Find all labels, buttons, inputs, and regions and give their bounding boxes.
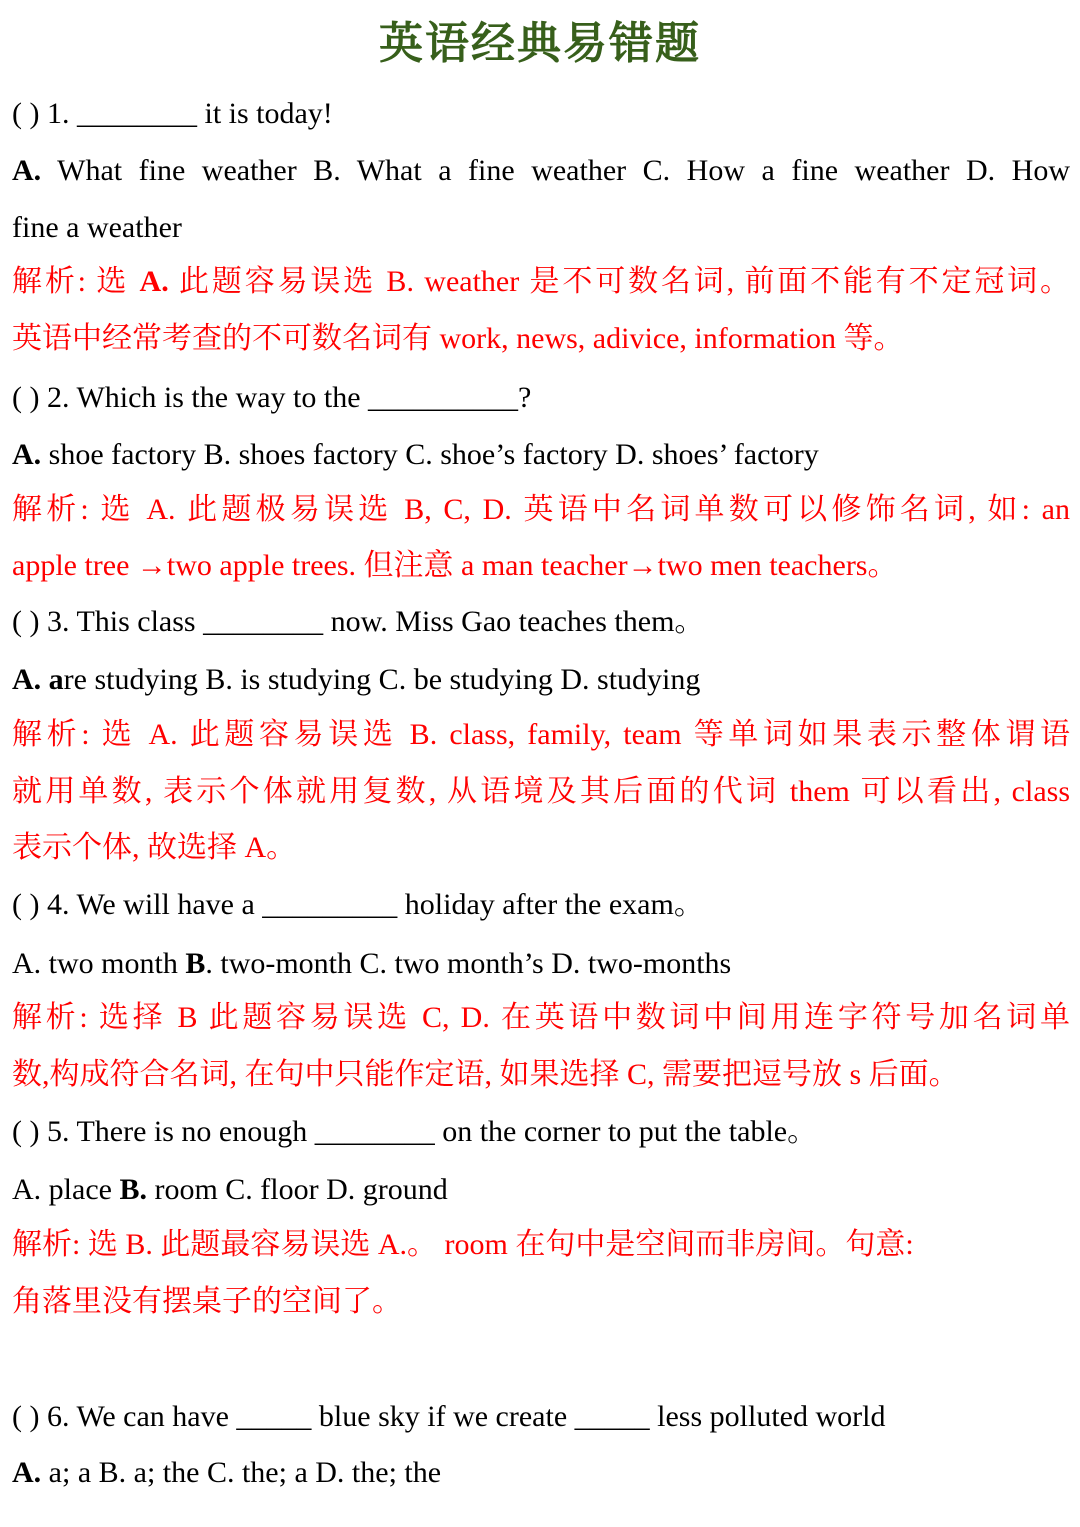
question-6-options: [12, 1449, 1070, 1497]
page-title: 英语经典易错题: [379, 18, 701, 69]
question-5-options: [12, 1166, 1070, 1214]
question-2-analysis: 解析: 选 A. 此题极易误选 B, C, D. 英语中名词单数可以修饰名词, 如: an: [12, 493, 1070, 526]
option-label: A. a: [12, 663, 64, 696]
question-4-options: [12, 940, 1070, 988]
options-text: What fine weather B. What a fine weather C. How a fine weather D. How: [41, 154, 1070, 187]
question-1-analysis: [12, 258, 1070, 306]
question-3-analysis-end: 表示个体, 故选择 A。: [12, 831, 297, 864]
question-6: ( ) 6. We can have _____ blue sky if we create _____ less polluted world: [12, 1400, 886, 1433]
options-text: A. place: [12, 1173, 120, 1206]
options-text-rest: . two-month C. two month’s D. two-months: [205, 947, 732, 980]
question-5-analysis: 解析: 选 B. 此题最容易误选 A.。 room 在句中是空间而非房间。句意:: [12, 1228, 914, 1261]
answer-bold: A.: [139, 265, 169, 298]
question-4-analysis-cont: 数,构成符合名词, 在句中只能作定语, 如果选择 C, 需要把逗号放 s 后面。: [12, 1058, 959, 1091]
option-label: A.: [12, 1456, 42, 1489]
question-3: ( ) 3. This class ________ now. Miss Gao teaches them。: [12, 605, 705, 638]
option-label: A.: [12, 438, 42, 471]
question-2-options: [12, 431, 1070, 479]
question-1-analysis-cont: 英语中经常考查的不可数名词有 work, news, adivice, information 等。: [12, 322, 904, 355]
options-text: a; a B. a; the C. the; a D. the; the: [41, 1456, 442, 1489]
question-2-analysis-cont: apple tree →two apple trees. 但注意 a man teacher→two men teachers。: [12, 549, 898, 582]
options-text-rest: room C. floor D. ground: [146, 1173, 448, 1206]
question-4-analysis: 解析: 选择 B 此题容易误选 C, D. 在英语中数词中间用连字符号加名词单: [12, 1001, 1070, 1034]
options-text: shoe factory B. shoes factory C. shoe’s factory D. shoes’ factory: [41, 438, 819, 471]
question-5-analysis-cont: 角落里没有摆桌子的空间了。: [12, 1285, 402, 1318]
analysis-text: 此题容易误选 B. weather 是不可数名词, 前面不能有不定冠词。: [168, 265, 1070, 298]
question-4: ( ) 4. We will have a _________ holiday after the exam。: [12, 888, 704, 921]
answer-bold: B.: [119, 1173, 147, 1206]
question-3-options: [12, 656, 1070, 704]
options-text: A. two month: [12, 947, 186, 980]
options-text: re studying B. is studying C. be studying D. studying: [63, 663, 701, 696]
question-1-options-cont: fine a weather: [12, 211, 182, 244]
question-3-analysis-cont: 就用单数, 表示个体就用复数, 从语境及其后面的代词 them 可以看出, class: [12, 775, 1070, 808]
question-3-analysis: 解析: 选 A. 此题容易误选 B. class, family, team 等单词如果表示整体谓语: [12, 718, 1070, 751]
analysis-prefix: 解析: 选: [12, 265, 140, 298]
question-2: ( ) 2. Which is the way to the __________?: [12, 381, 532, 414]
option-label: A.: [12, 154, 42, 187]
answer-bold: B: [185, 947, 206, 980]
question-1-options: [12, 147, 1070, 195]
question-5: ( ) 5. There is no enough ________ on the corner to put the table。: [12, 1115, 818, 1148]
question-1: ( ) 1. ________ it is today!: [12, 97, 333, 130]
